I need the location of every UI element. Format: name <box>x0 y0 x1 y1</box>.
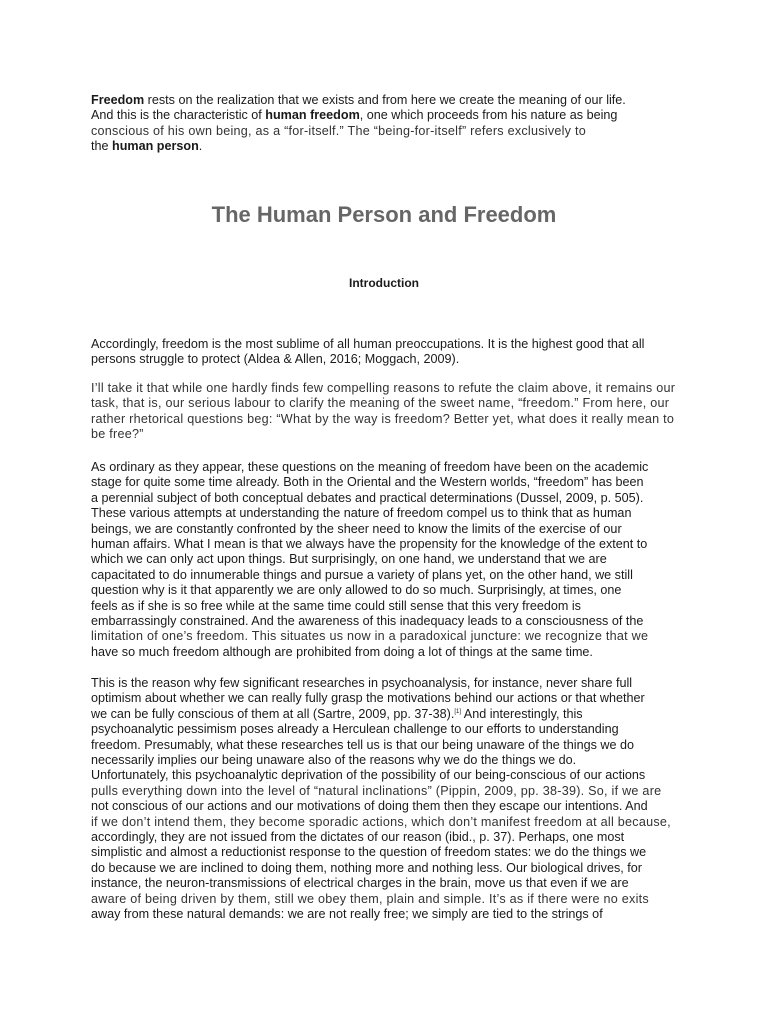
footnote-link[interactable]: [1] <box>454 708 461 715</box>
document-title: The Human Person and Freedom <box>211 202 557 227</box>
text-line: These various attempts at understanding the nature of freedom compel us to think that as human <box>91 506 632 521</box>
text-line: aware of being driven by them, still we obey them, plain and simple. It’s as if there were no exits <box>91 891 649 906</box>
text-line: a perennial subject of both conceptual debates and practical determinations (Dussel, 2009, p. 505). <box>91 490 644 505</box>
text-line: As ordinary as they appear, these questions on the meaning of freedom have been on the academic <box>91 460 649 474</box>
text-line: task, that is, our serious labour to clarify the meaning of the sweet name, “freedom.” From here, our <box>91 396 670 411</box>
text-line: be free?” <box>91 427 144 442</box>
text-line: limitation of one’s freedom. This situates us now in a paradoxical juncture: we recognize that we <box>91 629 649 644</box>
term-human-freedom: human freedom <box>265 108 360 123</box>
text-line: do because we are inclined to doing them, nothing more and nothing less. Our biological drives, for <box>91 860 642 875</box>
opening-line-1: Freedom rests on the realization that we exists and from here we create the meaning of our life. <box>91 93 626 107</box>
text-line: This is the reason why few significant researches in psychoanalysis, for instance, never share full <box>91 676 633 690</box>
text-line: not conscious of our actions and our motivations of doing them then they escape our intentions. And <box>91 799 648 814</box>
text-line: which we can only act upon things. But surprisingly, on one hand, we understand that we are <box>91 552 607 567</box>
text-line: rather rhetorical questions beg: “What by the way is freedom? Better yet, what does it really mean to <box>91 411 675 426</box>
text-line: feels as if she is so free while at the same time could still sense that this very freedom is <box>91 598 581 613</box>
opening-paragraph <box>91 93 681 155</box>
paragraph-4 <box>91 676 681 923</box>
text-line: freedom. Presumably, what these researches tell us is that our being unaware of the things we do <box>91 737 634 752</box>
text-line: away from these natural demands: we are not really free; we simply are tied to the strings of <box>91 907 603 922</box>
text-line: pulls everything down into the level of “natural inclinations” (Pippin, 2009, pp. 38-39). So, if we are <box>91 783 662 798</box>
text-line: capacitated to do innumerable things and pursue a variety of plans yet, on the other hand, we still <box>91 567 633 582</box>
text-line: optimism about whether we can really fully grasp the motivations behind our actions or that whether <box>91 691 645 706</box>
text-line: persons struggle to protect (Aldea & Allen, 2016; Moggach, 2009). <box>91 352 460 367</box>
opening-line-2: And this is the characteristic of human freedom, one which proceeds from his nature as being <box>91 108 618 123</box>
text-line: we can be fully conscious of them at all (Sartre, 2009, pp. 37-38).[1] And interestingly, this <box>91 706 583 721</box>
text-line: I’ll take it that while one hardly finds few compelling reasons to refute the claim above, it remains our <box>91 381 676 395</box>
paragraph-1 <box>91 337 681 368</box>
term-human-person: human person <box>112 139 199 154</box>
paragraph-2 <box>91 381 681 443</box>
term-freedom: Freedom <box>91 93 145 107</box>
text-line: if we don’t intend them, they become sporadic actions, which don’t manifest freedom at all because, <box>91 814 671 829</box>
text-line: question why is it that apparently we are only allowed to do so much. Surprisingly, at times, one <box>91 583 622 598</box>
text-line: instance, the neuron-transmissions of electrical charges in the brain, move us that even if we are <box>91 876 629 891</box>
text-line: accordingly, they are not issued from the dictates of our reason (ibid., p. 37). Perhaps, one most <box>91 830 625 845</box>
text-line: have so much freedom although are prohibited from doing a lot of things at the same time. <box>91 644 593 659</box>
opening-line-4: the human person. <box>91 139 203 154</box>
opening-line-3: conscious of his own being, as a “for-itself.” The “being-for-itself” refers exclusively to <box>91 123 586 138</box>
text-line: human affairs. What I mean is that we always have the propensity for the knowledge of the extent to <box>91 537 648 552</box>
text-line: stage for quite some time already. Both in the Oriental and the Western worlds, “freedom” has been <box>91 475 644 490</box>
section-heading-introduction: Introduction <box>349 276 419 290</box>
text-line: embarrassingly constrained. And the awareness of this inadequacy leads to a consciousness of the <box>91 614 644 629</box>
text-line: Accordingly, freedom is the most sublime of all human preoccupations. It is the highest good that all <box>91 337 645 351</box>
paragraph-3 <box>91 460 681 660</box>
text-line: Unfortunately, this psychoanalytic deprivation of the possibility of our being-conscious of our actions <box>91 768 646 783</box>
text-line: simplistic and almost a reductionist response to the question of freedom states: we do the things we <box>91 845 647 860</box>
text-line: necessarily implies our being unaware also of the reasons why we do the things we do. <box>91 753 577 768</box>
text-line: psychoanalytic pessimism poses already a Herculean challenge to our efforts to understanding <box>91 722 619 737</box>
text-line: beings, we are constantly confronted by the sheer need to know the limits of the exercise of our <box>91 521 622 536</box>
